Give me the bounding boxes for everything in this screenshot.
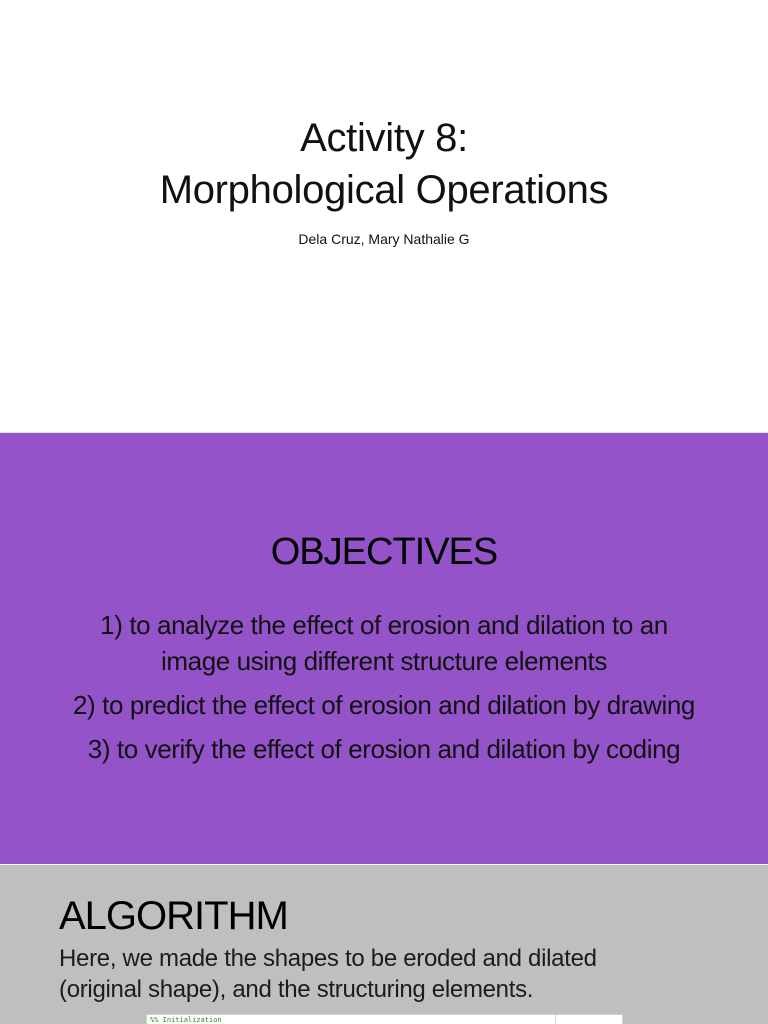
- slide-title: [0, 112, 768, 216]
- objectives-slide: [0, 433, 768, 864]
- algorithm-slide: [0, 865, 768, 1024]
- code-comment-line: %% Initialization: [150, 1016, 222, 1024]
- algorithm-heading: ALGORITHM: [59, 894, 288, 938]
- author-name: Dela Cruz, Mary Nathalie G: [298, 231, 470, 247]
- objective-item: [0, 687, 768, 723]
- objective-1-line-2: image using different structure elements: [161, 646, 607, 676]
- objective-2-text: 2) to predict the effect of erosion and dilation by drawing: [73, 690, 695, 720]
- objectives-heading: OBJECTIVES: [270, 531, 498, 573]
- objective-1-line-1: 1) to analyze the effect of erosion and dilation to an: [100, 610, 668, 640]
- objective-item: [0, 731, 768, 767]
- algorithm-description: [59, 943, 739, 1005]
- algorithm-description-line-1: Here, we made the shapes to be eroded and dilated: [59, 945, 597, 972]
- code-screenshot: [146, 1014, 623, 1024]
- objective-3-text: 3) to verify the effect of erosion and dilation by coding: [87, 734, 681, 764]
- title-slide: [0, 0, 768, 432]
- slide-title-line-1: Activity 8:: [300, 116, 468, 160]
- algorithm-description-line-2: (original shape), and the structuring elements.: [59, 976, 534, 1003]
- slide-title-line-2: Morphological Operations: [159, 168, 609, 212]
- objective-item: [0, 607, 768, 679]
- objectives-list: [0, 607, 768, 775]
- code-panel-divider: [555, 1015, 556, 1024]
